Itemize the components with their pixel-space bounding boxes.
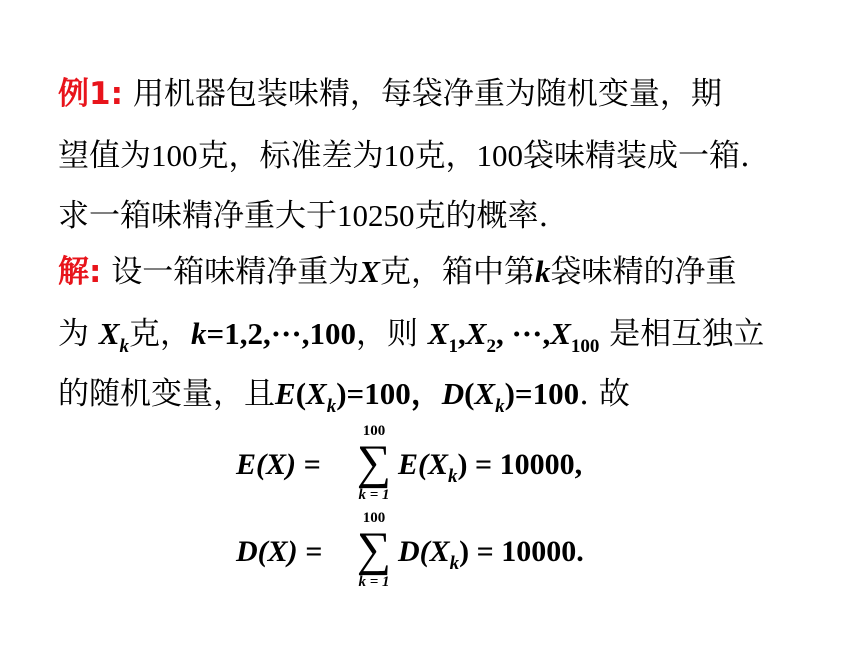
formula-variance-rhs — [398, 535, 584, 575]
var-k2: k — [191, 316, 207, 351]
e-value: )=100， — [336, 376, 442, 411]
example-line-2 — [58, 136, 750, 176]
sub-k2: k — [326, 396, 337, 417]
formula2-upper-limit: 100 — [362, 510, 386, 526]
formula1-sub-k: k — [448, 466, 458, 487]
var-xk3: X — [474, 376, 496, 411]
example-num-10250: 10250 — [337, 198, 415, 233]
solution-text-2e: ，则 — [355, 316, 428, 352]
example-line-3 — [58, 196, 548, 236]
ellipsis: , ···, — [495, 316, 551, 351]
var-x1: X — [427, 316, 449, 351]
solution-line-1 — [58, 252, 736, 292]
formula2-lower-limit: k = 1 — [358, 574, 390, 590]
solution-text-2b: 克， — [129, 316, 192, 352]
formula-variance-lhs — [236, 535, 322, 569]
var-xk2: X — [306, 376, 327, 411]
formula2-rhs-b: ) = 10000. — [459, 535, 584, 568]
sub-100: 100 — [570, 336, 600, 357]
var-xk: X — [98, 316, 120, 351]
solution-text-2o: 是相互独立 — [599, 316, 765, 352]
example-text-2c: 克，标准差为 — [197, 138, 384, 174]
solution-text-1a: 设一箱味精净重为 — [111, 254, 360, 290]
var-x2: X — [465, 316, 487, 351]
var-x: X — [359, 254, 380, 289]
solution-text-1b: 克，箱中第 — [379, 254, 535, 290]
formula1-lhs: E(X) = — [236, 448, 321, 481]
sub-k: k — [119, 336, 130, 357]
example-num-100b: 100 — [476, 138, 523, 173]
sigma-icon: ∑ — [356, 436, 392, 489]
example-label: 例1: — [58, 76, 123, 112]
solution-line-3 — [58, 374, 630, 427]
formula1-sum — [354, 423, 394, 503]
example-text-2a: 望值为 — [58, 138, 151, 174]
example-text-3a: 求一箱味精净重大于 — [58, 198, 337, 234]
formula1-lower-limit: k = 1 — [358, 487, 390, 503]
paren2: ( — [464, 376, 475, 411]
example-text-1: 用机器包装味精，每袋净重为随机变量，期 — [132, 76, 722, 112]
example-num-100: 100 — [151, 138, 198, 173]
example-line-1 — [58, 74, 722, 114]
formula1-rhs-b: ) = 10000, — [457, 448, 583, 481]
formula1-rhs-a: E(X — [398, 448, 449, 481]
paren: ( — [295, 376, 307, 411]
solution-text-3l: . 故 — [579, 376, 630, 412]
formula2-sum — [354, 510, 394, 590]
solution-label: 解: — [58, 254, 102, 290]
formula-expectation-lhs — [236, 448, 321, 482]
formula-expectation-rhs — [398, 448, 582, 488]
solution-text-3a: 的随机变量，且 — [58, 376, 275, 412]
var-x100: X — [550, 316, 571, 351]
comma: , — [458, 316, 466, 351]
var-k: k — [534, 254, 551, 289]
example-text-2g: 袋味精装成一箱. — [523, 138, 750, 174]
d-value: )=100 — [504, 376, 580, 411]
formula2-sub-k: k — [449, 553, 460, 574]
formula1-upper-limit: 100 — [362, 423, 386, 439]
solution-text-2a: 为 — [58, 316, 99, 352]
formula2-lhs: D(X) = — [236, 535, 323, 568]
solution-text-1c: 袋味精的净重 — [550, 254, 737, 290]
sigma-icon: ∑ — [356, 523, 392, 576]
example-text-3c: 克的概率. — [414, 198, 549, 234]
example-num-10: 10 — [383, 138, 415, 173]
var-e: E — [275, 376, 296, 411]
k-range: =1,2,···,100 — [206, 316, 356, 351]
sub-k3: k — [495, 396, 505, 417]
solution-line-2 — [58, 314, 764, 367]
example-text-2e: 克， — [414, 138, 477, 174]
formula2-rhs-a: D(X — [398, 535, 450, 568]
sub-1: 1 — [448, 336, 459, 357]
var-d: D — [441, 376, 465, 411]
sub-2: 2 — [486, 336, 496, 357]
